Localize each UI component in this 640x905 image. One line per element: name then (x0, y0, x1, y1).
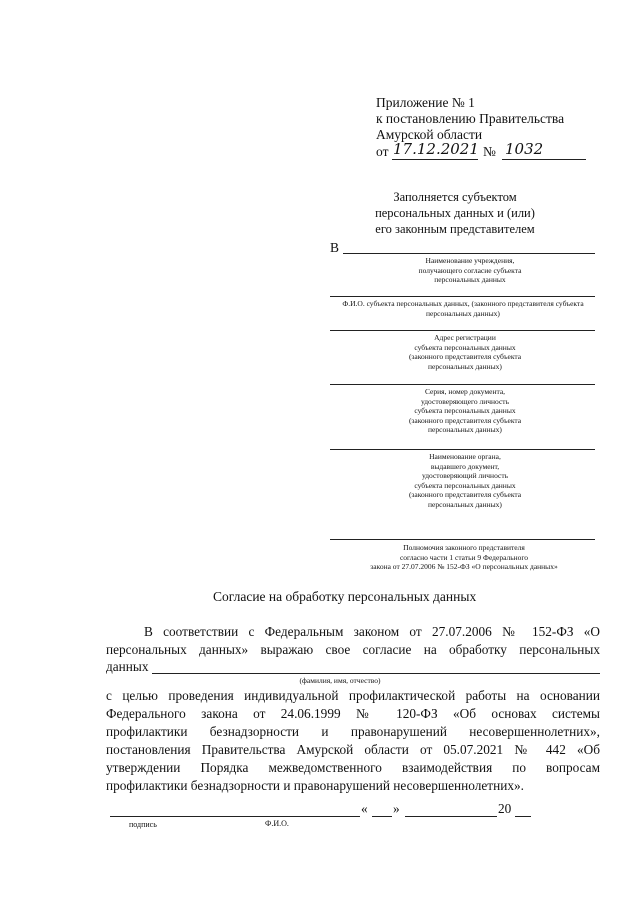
fio-caption: Ф.И.О. субъекта персональных данных, (законного представителя субъекта персональных данных) (342, 299, 584, 318)
year-field-line (515, 816, 531, 817)
issuer-caption: Наименование органа, выдавшего документ, удостоверяющий личность субъекта персональных данных (законного представителя субъекта персональных данных) (408, 452, 522, 509)
para1-line1: В соответствии с Федеральным законом от 27.07.2006 № 152-ФЗ «О (144, 624, 600, 639)
date-close-quote: » (393, 801, 400, 816)
document-caption: Серия, номер документа, удостоверяющего личность субъекта персональных данных (законного представителя субъекта персональных данных) (408, 387, 522, 434)
number-underline (502, 159, 586, 160)
appendix-line1: Приложение № 1 (376, 95, 475, 110)
appendix-date-handwritten: 17.12.2021 (393, 140, 479, 158)
document-title: Согласие на обработку персональных данных (213, 589, 477, 604)
document-field-line (330, 384, 595, 385)
signature-field-line (110, 816, 360, 817)
appendix-number-sign: № (483, 144, 496, 159)
date-open-quote: « (361, 801, 368, 816)
para2-line6: профилактики безнадзорности и правонарушений несовершеннолетних». (106, 778, 524, 793)
appendix-date-prefix: от (376, 144, 389, 159)
fullname-field-line (152, 673, 600, 674)
address-field-line (330, 330, 595, 331)
appendix-line2: к постановлению Правительства (376, 111, 565, 126)
fullname-caption: (фамилия, имя, отчество) (299, 676, 381, 685)
para1-line2: персональных данных» выражаю свое согласие на обработку персональных (106, 642, 600, 657)
para2-line5: утверждении Порядка межведомственного взаимодействия по вопросам (106, 760, 600, 775)
fio-field-line (330, 296, 595, 297)
para2-line3: профилактики безнадзорности и правонарушений несовершеннолетних», (106, 724, 600, 739)
filled-by-line3: его законным представителем (375, 222, 535, 236)
to-prefix: В (330, 240, 340, 255)
appendix-line3: Амурской области (376, 127, 483, 142)
sign-caption: подпись (129, 820, 157, 829)
date-underline (392, 159, 478, 160)
sign-fio-caption: Ф.И.О. (265, 819, 289, 828)
para1-line3-prefix: данных (106, 659, 149, 674)
address-caption: Адрес регистрации субъекта персональных данных (законного представителя субъекта персональных данных) (408, 333, 522, 371)
filled-by-line2: персональных данных и (или) (375, 206, 535, 220)
issuer-field-line (330, 449, 595, 450)
authority-field-line (330, 539, 595, 540)
appendix-number-handwritten: 1032 (505, 140, 544, 158)
year-prefix: 20 (498, 801, 512, 816)
authority-caption: Полномочия законного представителя согласно части 1 статьи 9 Федерального закона от 27.07.2006 № 152-ФЗ «О персональных данных» (370, 543, 558, 571)
para2-line2: Федерального закона от 24.06.1999 № 120-ФЗ «Об основах системы (106, 706, 600, 721)
month-field-line (405, 816, 497, 817)
para2-line1: с целью проведения индивидуальной профилактической работы на основании (106, 688, 600, 703)
para2-line4: постановления Правительства Амурской области от 05.07.2021 № 442 «Об (106, 742, 600, 757)
day-field-line (372, 816, 392, 817)
filled-by-line1: Заполняется субъектом (393, 190, 517, 204)
recipient-caption: Наименование учреждения, получающего согласие субъекта персональных данных (418, 256, 522, 284)
recipient-field-line (343, 253, 595, 254)
